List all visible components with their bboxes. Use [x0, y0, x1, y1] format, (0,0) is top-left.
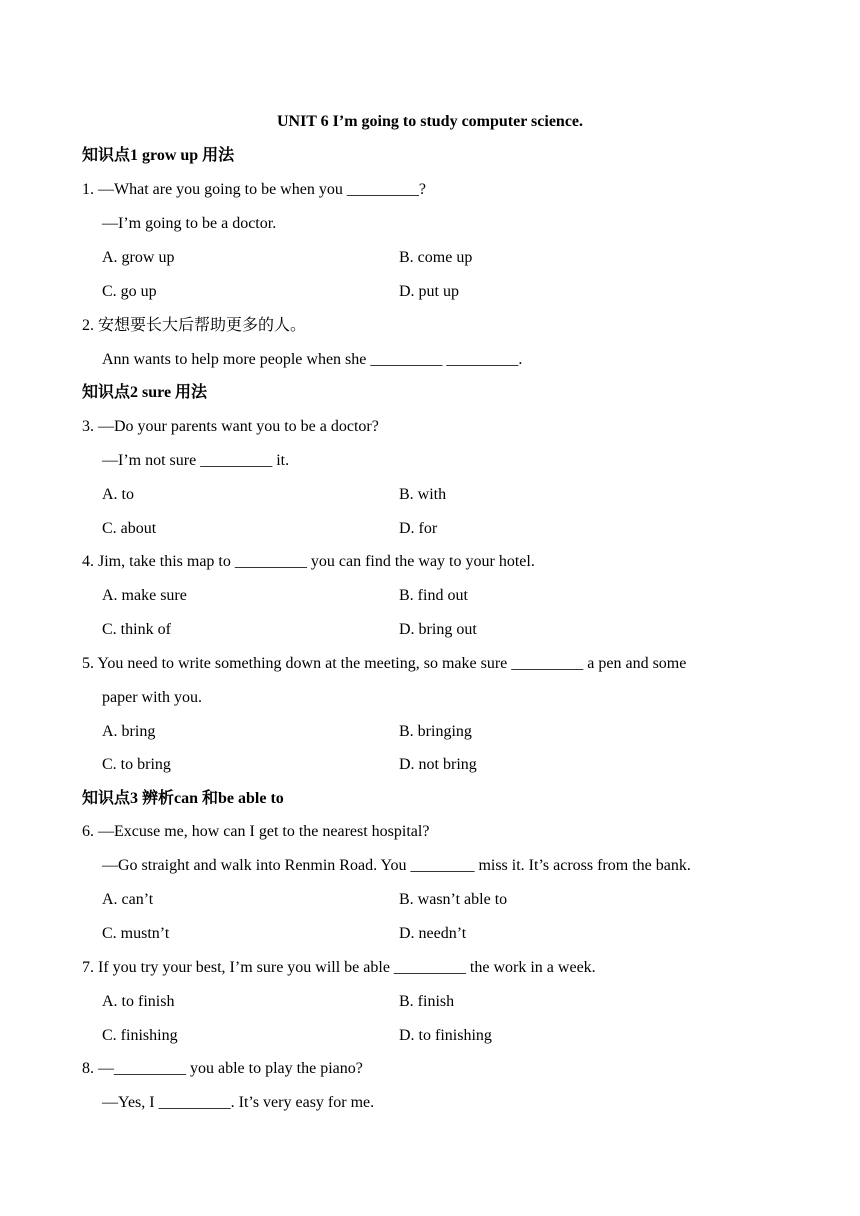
section-heading-1: 知识点1 grow up 用法	[82, 147, 235, 164]
page-title: UNIT 6 I’m going to study computer science.	[276, 113, 584, 130]
question-3-option-b: B. with	[399, 486, 447, 503]
question-5-option-d: D. not bring	[399, 756, 477, 773]
question-5-option-b: B. bringing	[399, 723, 472, 740]
question-6-option-c: C. mustn’t	[102, 925, 170, 942]
question-6-dialogue: —Go straight and walk into Renmin Road. You ________ miss it. It’s across from the bank.	[102, 857, 691, 874]
question-1-option-b: B. come up	[399, 249, 473, 266]
question-8-dialogue: —Yes, I _________. It’s very easy for me.	[102, 1094, 375, 1111]
section-heading-2: 知识点2 sure 用法	[82, 384, 208, 401]
question-8-stem: 8. —_________ you able to play the piano?	[82, 1060, 363, 1077]
question-3-stem: 3. —Do your parents want you to be a doctor?	[82, 418, 379, 435]
question-3-dialogue: —I’m not sure _________ it.	[102, 452, 290, 469]
question-2-sentence: Ann wants to help more people when she _________ _________.	[102, 351, 523, 368]
question-4-option-b: B. find out	[399, 587, 468, 604]
question-5-option-c: C. to bring	[102, 756, 171, 773]
question-4-option-c: C. think of	[102, 621, 171, 638]
question-5-stem-continued: paper with you.	[102, 689, 202, 706]
question-7-option-a: A. to finish	[102, 993, 175, 1010]
question-2-stem: 2. 安想要长大后帮助更多的人。	[82, 317, 307, 334]
question-4-option-d: D. bring out	[399, 621, 477, 638]
question-6-stem: 6. —Excuse me, how can I get to the nearest hospital?	[82, 823, 430, 840]
question-3-option-d: D. for	[399, 520, 438, 537]
question-7-option-c: C. finishing	[102, 1027, 178, 1044]
question-7-option-d: D. to finishing	[399, 1027, 492, 1044]
question-1-option-d: D. put up	[399, 283, 459, 300]
question-3-option-c: C. about	[102, 520, 157, 537]
section-heading-3: 知识点3 辨析can 和be able to	[82, 790, 284, 807]
question-5-stem: 5. You need to write something down at the meeting, so make sure _________ a pen and some	[82, 655, 687, 672]
question-6-option-a: A. can’t	[102, 891, 154, 908]
question-7-stem: 7. If you try your best, I’m sure you will be able _________ the work in a week.	[82, 959, 596, 976]
question-4-option-a: A. make sure	[102, 587, 187, 604]
question-3-option-a: A. to	[102, 486, 134, 503]
question-7-option-b: B. finish	[399, 993, 455, 1010]
question-5-option-a: A. bring	[102, 723, 156, 740]
question-1-stem: 1. —What are you going to be when you _________?	[82, 181, 426, 198]
question-1-dialogue: —I’m going to be a doctor.	[102, 215, 277, 232]
question-1-option-c: C. go up	[102, 283, 157, 300]
question-6-option-d: D. needn’t	[399, 925, 467, 942]
question-6-option-b: B. wasn’t able to	[399, 891, 508, 908]
question-1-option-a: A. grow up	[102, 249, 175, 266]
question-4-stem: 4. Jim, take this map to _________ you can find the way to your hotel.	[82, 553, 535, 570]
